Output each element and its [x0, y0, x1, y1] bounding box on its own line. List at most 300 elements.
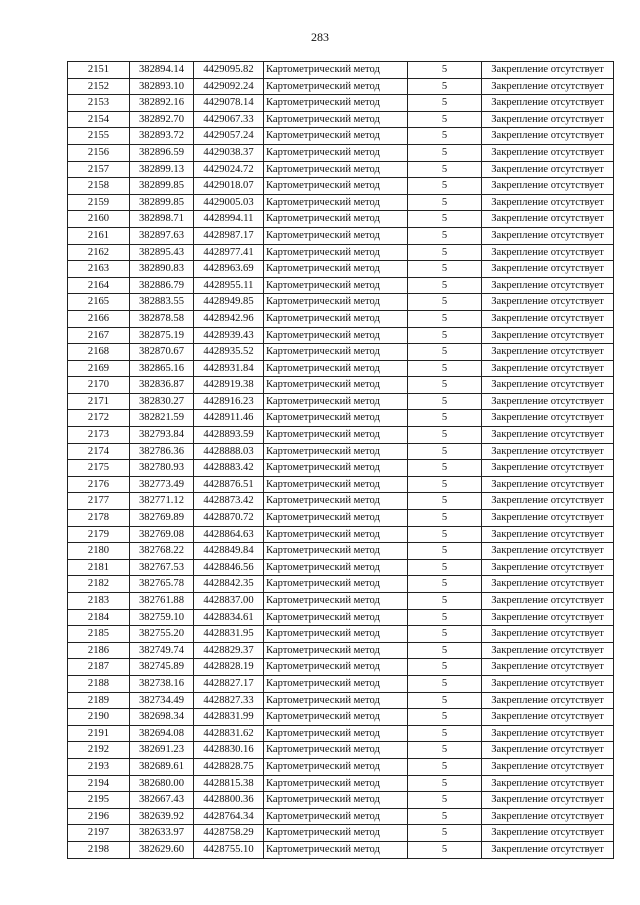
method-cell: Картометрический метод	[264, 327, 408, 344]
accuracy-cell: 5	[408, 377, 482, 394]
accuracy-cell: 5	[408, 758, 482, 775]
y-coordinate-cell: 4429018.07	[194, 178, 264, 195]
table-row	[68, 144, 614, 161]
y-coordinate-cell: 4428919.38	[194, 377, 264, 394]
fixation-cell: Закрепление отсутствует	[482, 211, 614, 228]
page-number: 283	[311, 30, 329, 44]
method-cell: Картометрический метод	[264, 78, 408, 95]
y-coordinate-cell: 4428994.11	[194, 211, 264, 228]
accuracy-cell: 5	[408, 725, 482, 742]
point-number-cell: 2176	[68, 476, 130, 493]
coordinates-table-body	[68, 62, 614, 859]
x-coordinate-cell: 382892.16	[130, 95, 194, 112]
accuracy-cell: 5	[408, 808, 482, 825]
y-coordinate-cell: 4429024.72	[194, 161, 264, 178]
point-number-cell: 2180	[68, 543, 130, 560]
x-coordinate-cell: 382629.60	[130, 841, 194, 858]
x-coordinate-cell: 382899.85	[130, 178, 194, 195]
x-coordinate-cell: 382768.22	[130, 543, 194, 560]
accuracy-cell: 5	[408, 526, 482, 543]
accuracy-cell: 5	[408, 659, 482, 676]
accuracy-cell: 5	[408, 344, 482, 361]
y-coordinate-cell: 4428827.17	[194, 675, 264, 692]
fixation-cell: Закрепление отсутствует	[482, 178, 614, 195]
fixation-cell: Закрепление отсутствует	[482, 709, 614, 726]
method-cell: Картометрический метод	[264, 559, 408, 576]
table-row	[68, 543, 614, 560]
fixation-cell: Закрепление отсутствует	[482, 675, 614, 692]
x-coordinate-cell: 382890.83	[130, 261, 194, 278]
y-coordinate-cell: 4428800.36	[194, 792, 264, 809]
x-coordinate-cell: 382738.16	[130, 675, 194, 692]
fixation-cell: Закрепление отсутствует	[482, 227, 614, 244]
point-number-cell: 2159	[68, 194, 130, 211]
x-coordinate-cell: 382667.43	[130, 792, 194, 809]
point-number-cell: 2184	[68, 609, 130, 626]
fixation-cell: Закрепление отсутствует	[482, 111, 614, 128]
method-cell: Картометрический метод	[264, 692, 408, 709]
fixation-cell: Закрепление отсутствует	[482, 377, 614, 394]
y-coordinate-cell: 4429057.24	[194, 128, 264, 145]
accuracy-cell: 5	[408, 792, 482, 809]
point-number-cell: 2192	[68, 742, 130, 759]
point-number-cell: 2186	[68, 642, 130, 659]
coordinates-table	[67, 61, 614, 859]
x-coordinate-cell: 382875.19	[130, 327, 194, 344]
table-row	[68, 692, 614, 709]
x-coordinate-cell: 382755.20	[130, 626, 194, 643]
table-row	[68, 742, 614, 759]
accuracy-cell: 5	[408, 443, 482, 460]
method-cell: Картометрический метод	[264, 675, 408, 692]
point-number-cell: 2187	[68, 659, 130, 676]
table-row	[68, 377, 614, 394]
fixation-cell: Закрепление отсутствует	[482, 642, 614, 659]
accuracy-cell: 5	[408, 144, 482, 161]
point-number-cell: 2185	[68, 626, 130, 643]
x-coordinate-cell: 382773.49	[130, 476, 194, 493]
table-row	[68, 344, 614, 361]
point-number-cell: 2163	[68, 261, 130, 278]
method-cell: Картометрический метод	[264, 825, 408, 842]
accuracy-cell: 5	[408, 78, 482, 95]
fixation-cell: Закрепление отсутствует	[482, 626, 614, 643]
x-coordinate-cell: 382836.87	[130, 377, 194, 394]
accuracy-cell: 5	[408, 642, 482, 659]
table-row	[68, 443, 614, 460]
y-coordinate-cell: 4428846.56	[194, 559, 264, 576]
method-cell: Картометрический метод	[264, 427, 408, 444]
point-number-cell: 2195	[68, 792, 130, 809]
y-coordinate-cell: 4428916.23	[194, 393, 264, 410]
accuracy-cell: 5	[408, 609, 482, 626]
method-cell: Картометрический метод	[264, 194, 408, 211]
y-coordinate-cell: 4428955.11	[194, 277, 264, 294]
fixation-cell: Закрепление отсутствует	[482, 310, 614, 327]
point-number-cell: 2160	[68, 211, 130, 228]
accuracy-cell: 5	[408, 194, 482, 211]
table-row	[68, 294, 614, 311]
point-number-cell: 2166	[68, 310, 130, 327]
method-cell: Картометрический метод	[264, 261, 408, 278]
y-coordinate-cell: 4428831.62	[194, 725, 264, 742]
method-cell: Картометрический метод	[264, 178, 408, 195]
x-coordinate-cell: 382893.10	[130, 78, 194, 95]
fixation-cell: Закрепление отсутствует	[482, 161, 614, 178]
x-coordinate-cell: 382883.55	[130, 294, 194, 311]
point-number-cell: 2174	[68, 443, 130, 460]
point-number-cell: 2161	[68, 227, 130, 244]
x-coordinate-cell: 382759.10	[130, 609, 194, 626]
x-coordinate-cell: 382749.74	[130, 642, 194, 659]
table-row	[68, 725, 614, 742]
point-number-cell: 2198	[68, 841, 130, 858]
fixation-cell: Закрепление отсутствует	[482, 476, 614, 493]
fixation-cell: Закрепление отсутствует	[482, 742, 614, 759]
fixation-cell: Закрепление отсутствует	[482, 526, 614, 543]
fixation-cell: Закрепление отсутствует	[482, 543, 614, 560]
method-cell: Картометрический метод	[264, 62, 408, 79]
y-coordinate-cell: 4429067.33	[194, 111, 264, 128]
y-coordinate-cell: 4428834.61	[194, 609, 264, 626]
method-cell: Картометрический метод	[264, 161, 408, 178]
fixation-cell: Закрепление отсутствует	[482, 95, 614, 112]
y-coordinate-cell: 4428849.84	[194, 543, 264, 560]
method-cell: Картометрический метод	[264, 410, 408, 427]
method-cell: Картометрический метод	[264, 443, 408, 460]
x-coordinate-cell: 382639.92	[130, 808, 194, 825]
method-cell: Картометрический метод	[264, 344, 408, 361]
accuracy-cell: 5	[408, 310, 482, 327]
table-row	[68, 775, 614, 792]
method-cell: Картометрический метод	[264, 609, 408, 626]
fixation-cell: Закрепление отсутствует	[482, 360, 614, 377]
accuracy-cell: 5	[408, 95, 482, 112]
table-row	[68, 709, 614, 726]
point-number-cell: 2157	[68, 161, 130, 178]
point-number-cell: 2189	[68, 692, 130, 709]
method-cell: Картометрический метод	[264, 593, 408, 610]
x-coordinate-cell: 382896.59	[130, 144, 194, 161]
method-cell: Картометрический метод	[264, 227, 408, 244]
accuracy-cell: 5	[408, 476, 482, 493]
table-row	[68, 593, 614, 610]
table-row	[68, 393, 614, 410]
fixation-cell: Закрепление отсутствует	[482, 144, 614, 161]
x-coordinate-cell: 382780.93	[130, 460, 194, 477]
point-number-cell: 2183	[68, 593, 130, 610]
method-cell: Картометрический метод	[264, 360, 408, 377]
method-cell: Картометрический метод	[264, 808, 408, 825]
y-coordinate-cell: 4428893.59	[194, 427, 264, 444]
x-coordinate-cell: 382886.79	[130, 277, 194, 294]
accuracy-cell: 5	[408, 393, 482, 410]
table-row	[68, 808, 614, 825]
accuracy-cell: 5	[408, 626, 482, 643]
fixation-cell: Закрепление отсутствует	[482, 78, 614, 95]
accuracy-cell: 5	[408, 692, 482, 709]
y-coordinate-cell: 4428873.42	[194, 493, 264, 510]
accuracy-cell: 5	[408, 559, 482, 576]
y-coordinate-cell: 4428828.75	[194, 758, 264, 775]
point-number-cell: 2158	[68, 178, 130, 195]
x-coordinate-cell: 382633.97	[130, 825, 194, 842]
x-coordinate-cell: 382865.16	[130, 360, 194, 377]
method-cell: Картометрический метод	[264, 144, 408, 161]
y-coordinate-cell: 4429078.14	[194, 95, 264, 112]
method-cell: Картометрический метод	[264, 294, 408, 311]
fixation-cell: Закрепление отсутствует	[482, 841, 614, 858]
fixation-cell: Закрепление отсутствует	[482, 277, 614, 294]
table-row	[68, 410, 614, 427]
y-coordinate-cell: 4429038.37	[194, 144, 264, 161]
accuracy-cell: 5	[408, 675, 482, 692]
method-cell: Картометрический метод	[264, 709, 408, 726]
accuracy-cell: 5	[408, 211, 482, 228]
y-coordinate-cell: 4428883.42	[194, 460, 264, 477]
table-row	[68, 576, 614, 593]
x-coordinate-cell: 382895.43	[130, 244, 194, 261]
y-coordinate-cell: 4428764.34	[194, 808, 264, 825]
y-coordinate-cell: 4428911.46	[194, 410, 264, 427]
fixation-cell: Закрепление отсутствует	[482, 393, 614, 410]
method-cell: Картометрический метод	[264, 526, 408, 543]
method-cell: Картометрический метод	[264, 792, 408, 809]
point-number-cell: 2178	[68, 510, 130, 527]
method-cell: Картометрический метод	[264, 310, 408, 327]
fixation-cell: Закрепление отсутствует	[482, 692, 614, 709]
point-number-cell: 2182	[68, 576, 130, 593]
accuracy-cell: 5	[408, 460, 482, 477]
method-cell: Картометрический метод	[264, 775, 408, 792]
fixation-cell: Закрепление отсутствует	[482, 725, 614, 742]
table-row	[68, 194, 614, 211]
method-cell: Картометрический метод	[264, 111, 408, 128]
x-coordinate-cell: 382689.61	[130, 758, 194, 775]
method-cell: Картометрический метод	[264, 758, 408, 775]
fixation-cell: Закрепление отсутствует	[482, 576, 614, 593]
table-row	[68, 642, 614, 659]
fixation-cell: Закрепление отсутствует	[482, 593, 614, 610]
method-cell: Картометрический метод	[264, 244, 408, 261]
y-coordinate-cell: 4429095.82	[194, 62, 264, 79]
y-coordinate-cell: 4428758.29	[194, 825, 264, 842]
x-coordinate-cell: 382893.72	[130, 128, 194, 145]
x-coordinate-cell: 382771.12	[130, 493, 194, 510]
accuracy-cell: 5	[408, 576, 482, 593]
table-row	[68, 310, 614, 327]
table-row	[68, 277, 614, 294]
accuracy-cell: 5	[408, 111, 482, 128]
accuracy-cell: 5	[408, 294, 482, 311]
x-coordinate-cell: 382767.53	[130, 559, 194, 576]
method-cell: Картометрический метод	[264, 510, 408, 527]
fixation-cell: Закрепление отсутствует	[482, 410, 614, 427]
y-coordinate-cell: 4428949.85	[194, 294, 264, 311]
accuracy-cell: 5	[408, 410, 482, 427]
fixation-cell: Закрепление отсутствует	[482, 510, 614, 527]
point-number-cell: 2152	[68, 78, 130, 95]
method-cell: Картометрический метод	[264, 841, 408, 858]
method-cell: Картометрический метод	[264, 493, 408, 510]
accuracy-cell: 5	[408, 227, 482, 244]
y-coordinate-cell: 4428987.17	[194, 227, 264, 244]
x-coordinate-cell: 382821.59	[130, 410, 194, 427]
table-row	[68, 178, 614, 195]
fixation-cell: Закрепление отсутствует	[482, 559, 614, 576]
table-row	[68, 526, 614, 543]
accuracy-cell: 5	[408, 360, 482, 377]
point-number-cell: 2171	[68, 393, 130, 410]
table-row	[68, 841, 614, 858]
table-row	[68, 609, 614, 626]
fixation-cell: Закрепление отсутствует	[482, 62, 614, 79]
y-coordinate-cell: 4428942.96	[194, 310, 264, 327]
y-coordinate-cell: 4428876.51	[194, 476, 264, 493]
method-cell: Картометрический метод	[264, 211, 408, 228]
y-coordinate-cell: 4428939.43	[194, 327, 264, 344]
point-number-cell: 2167	[68, 327, 130, 344]
y-coordinate-cell: 4428831.99	[194, 709, 264, 726]
method-cell: Картометрический метод	[264, 725, 408, 742]
accuracy-cell: 5	[408, 543, 482, 560]
y-coordinate-cell: 4428830.16	[194, 742, 264, 759]
table-row	[68, 825, 614, 842]
x-coordinate-cell: 382793.84	[130, 427, 194, 444]
x-coordinate-cell: 382897.63	[130, 227, 194, 244]
fixation-cell: Закрепление отсутствует	[482, 327, 614, 344]
x-coordinate-cell: 382830.27	[130, 393, 194, 410]
accuracy-cell: 5	[408, 742, 482, 759]
point-number-cell: 2172	[68, 410, 130, 427]
method-cell: Картометрический метод	[264, 277, 408, 294]
point-number-cell: 2191	[68, 725, 130, 742]
table-row	[68, 659, 614, 676]
table-row	[68, 510, 614, 527]
fixation-cell: Закрепление отсутствует	[482, 792, 614, 809]
fixation-cell: Закрепление отсутствует	[482, 825, 614, 842]
table-row	[68, 244, 614, 261]
table-row	[68, 792, 614, 809]
table-row	[68, 360, 614, 377]
table-row	[68, 476, 614, 493]
fixation-cell: Закрепление отсутствует	[482, 427, 614, 444]
x-coordinate-cell: 382765.78	[130, 576, 194, 593]
accuracy-cell: 5	[408, 825, 482, 842]
fixation-cell: Закрепление отсутствует	[482, 128, 614, 145]
x-coordinate-cell: 382694.08	[130, 725, 194, 742]
method-cell: Картометрический метод	[264, 460, 408, 477]
table-row	[68, 62, 614, 79]
accuracy-cell: 5	[408, 161, 482, 178]
accuracy-cell: 5	[408, 178, 482, 195]
point-number-cell: 2190	[68, 709, 130, 726]
fixation-cell: Закрепление отсутствует	[482, 194, 614, 211]
method-cell: Картометрический метод	[264, 476, 408, 493]
fixation-cell: Закрепление отсутствует	[482, 659, 614, 676]
y-coordinate-cell: 4428963.69	[194, 261, 264, 278]
point-number-cell: 2153	[68, 95, 130, 112]
point-number-cell: 2151	[68, 62, 130, 79]
x-coordinate-cell: 382734.49	[130, 692, 194, 709]
x-coordinate-cell: 382892.70	[130, 111, 194, 128]
y-coordinate-cell: 4428755.10	[194, 841, 264, 858]
point-number-cell: 2154	[68, 111, 130, 128]
point-number-cell: 2164	[68, 277, 130, 294]
y-coordinate-cell: 4428829.37	[194, 642, 264, 659]
x-coordinate-cell: 382769.89	[130, 510, 194, 527]
x-coordinate-cell: 382691.23	[130, 742, 194, 759]
point-number-cell: 2179	[68, 526, 130, 543]
fixation-cell: Закрепление отсутствует	[482, 493, 614, 510]
point-number-cell: 2169	[68, 360, 130, 377]
y-coordinate-cell: 4428837.00	[194, 593, 264, 610]
point-number-cell: 2162	[68, 244, 130, 261]
x-coordinate-cell: 382899.85	[130, 194, 194, 211]
y-coordinate-cell: 4429005.03	[194, 194, 264, 211]
table-row	[68, 626, 614, 643]
x-coordinate-cell: 382786.36	[130, 443, 194, 460]
point-number-cell: 2168	[68, 344, 130, 361]
accuracy-cell: 5	[408, 62, 482, 79]
table-row	[68, 227, 614, 244]
table-row	[68, 261, 614, 278]
y-coordinate-cell: 4428870.72	[194, 510, 264, 527]
fixation-cell: Закрепление отсутствует	[482, 808, 614, 825]
accuracy-cell: 5	[408, 510, 482, 527]
x-coordinate-cell: 382878.58	[130, 310, 194, 327]
y-coordinate-cell: 4428842.35	[194, 576, 264, 593]
x-coordinate-cell: 382680.00	[130, 775, 194, 792]
point-number-cell: 2155	[68, 128, 130, 145]
y-coordinate-cell: 4428828.19	[194, 659, 264, 676]
y-coordinate-cell: 4428827.33	[194, 692, 264, 709]
point-number-cell: 2188	[68, 675, 130, 692]
x-coordinate-cell: 382894.14	[130, 62, 194, 79]
accuracy-cell: 5	[408, 775, 482, 792]
fixation-cell: Закрепление отсутствует	[482, 609, 614, 626]
table-row	[68, 111, 614, 128]
accuracy-cell: 5	[408, 427, 482, 444]
method-cell: Картометрический метод	[264, 377, 408, 394]
method-cell: Картометрический метод	[264, 543, 408, 560]
method-cell: Картометрический метод	[264, 393, 408, 410]
table-row	[68, 460, 614, 477]
point-number-cell: 2175	[68, 460, 130, 477]
point-number-cell: 2156	[68, 144, 130, 161]
table-row	[68, 95, 614, 112]
x-coordinate-cell: 382899.13	[130, 161, 194, 178]
table-row	[68, 559, 614, 576]
accuracy-cell: 5	[408, 244, 482, 261]
method-cell: Картометрический метод	[264, 95, 408, 112]
accuracy-cell: 5	[408, 261, 482, 278]
table-row	[68, 211, 614, 228]
table-row	[68, 427, 614, 444]
method-cell: Картометрический метод	[264, 626, 408, 643]
table-row	[68, 493, 614, 510]
table-row	[68, 128, 614, 145]
fixation-cell: Закрепление отсутствует	[482, 758, 614, 775]
accuracy-cell: 5	[408, 709, 482, 726]
point-number-cell: 2181	[68, 559, 130, 576]
accuracy-cell: 5	[408, 327, 482, 344]
point-number-cell: 2173	[68, 427, 130, 444]
point-number-cell: 2196	[68, 808, 130, 825]
point-number-cell: 2194	[68, 775, 130, 792]
x-coordinate-cell: 382698.34	[130, 709, 194, 726]
accuracy-cell: 5	[408, 493, 482, 510]
